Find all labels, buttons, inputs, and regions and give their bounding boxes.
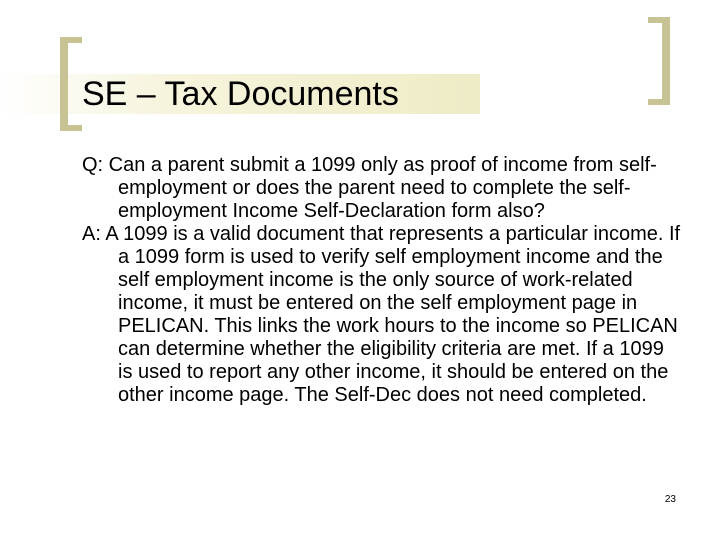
page-number: 23 [664, 494, 676, 505]
question-paragraph: Q: Can a parent submit a 1099 only as proof of income from self-employment or does the parent need to complete the self-employment Income Self-Declaration form also? [82, 154, 657, 222]
slide-title: SE – Tax Documents [82, 75, 399, 113]
answer-paragraph: A: A 1099 is a valid document that represents a particular income. If a 1099 form is used to verify self employment income and the self employment income is the only source of work-related income, it must be entered on the self employment page in PELICAN. This links the work hours to the income so PELICAN can determine whether the eligibility criteria are met. If a 1099 is used to report any other income, it should be entered on the other income page. The Self-Dec does not need completed. [82, 223, 681, 406]
left-bracket-bottom-serif [60, 125, 82, 131]
left-bracket-top-serif [60, 37, 82, 43]
right-bracket-decoration [662, 17, 670, 105]
right-bracket-top-serif [648, 17, 670, 23]
left-bracket-decoration [60, 37, 68, 131]
right-bracket-bottom-serif [648, 99, 670, 105]
slide-body [82, 154, 682, 407]
